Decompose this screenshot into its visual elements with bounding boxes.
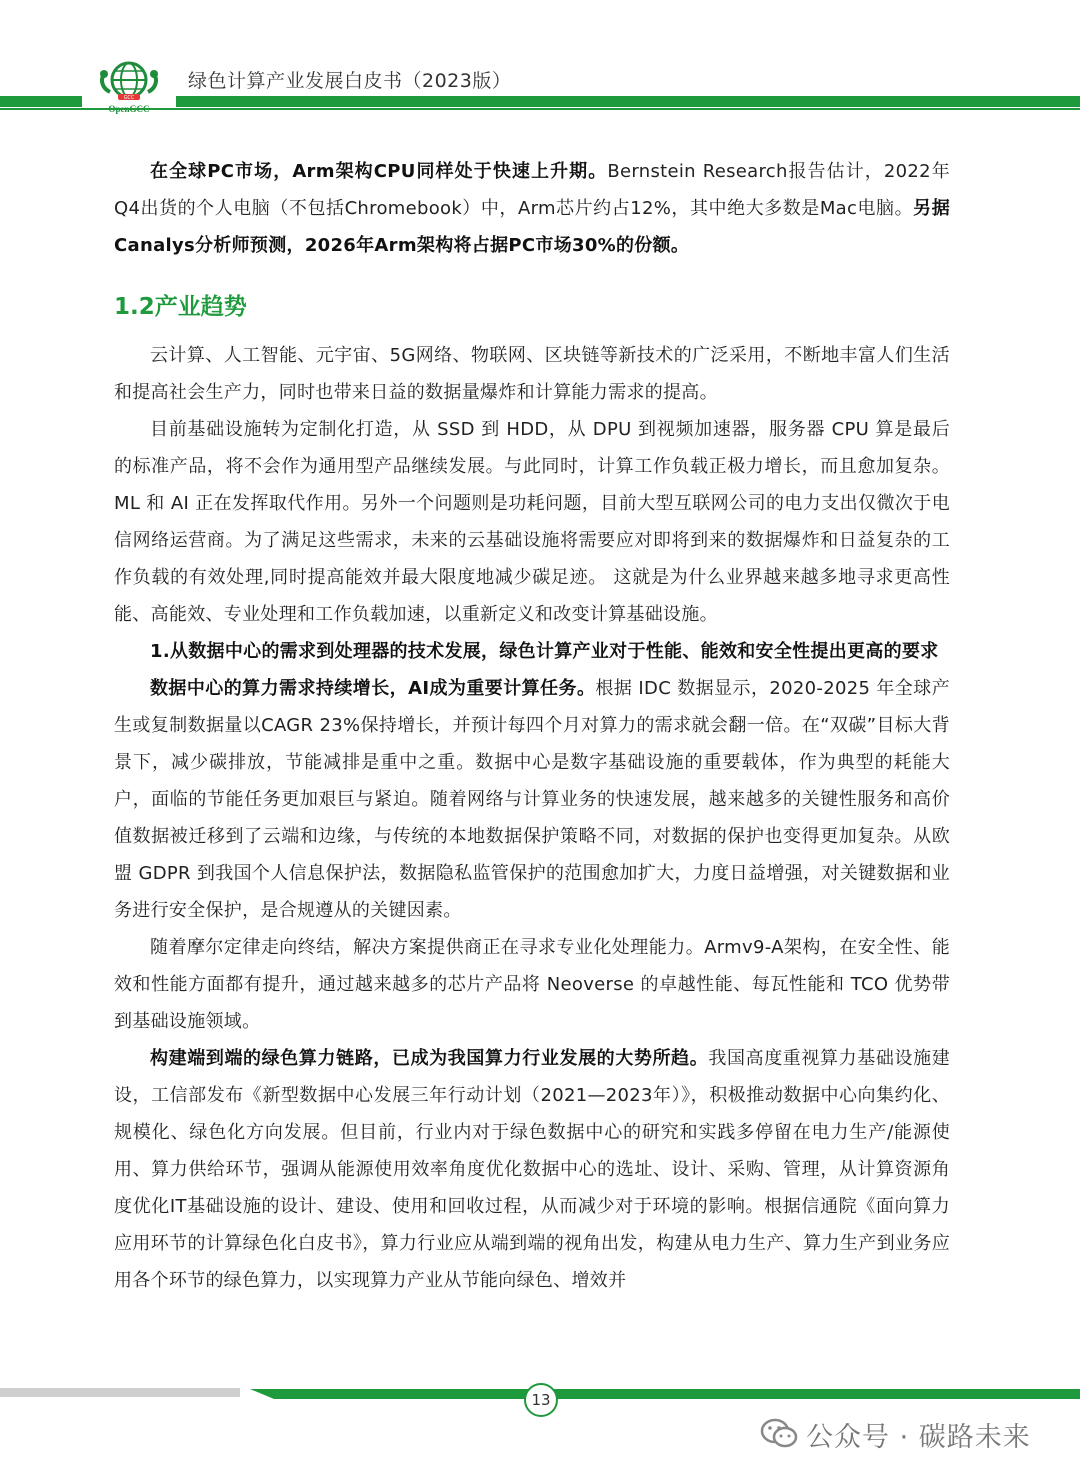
bold-trailing: 另据Canalys分析师预测，2026年Arm架构将占据PC市场30%的份额。 xyxy=(114,198,950,256)
document-header-title: 绿色计算产业发展白皮书（2023版） xyxy=(188,70,512,92)
wechat-watermark xyxy=(760,1414,1031,1454)
footer-band-notch xyxy=(250,1389,274,1399)
header-divider xyxy=(0,108,1080,110)
paragraph-moores-law: 随着摩尔定律走向终结，解决方案提供商正在寻求专业化处理能力。Armv9-A架构，在安全性、能效和性能方面都有提升，通过越来越多的芯片产品将 Neoverse 的卓越性能、每瓦性能和 TCO 优势带到基础设施领域。 xyxy=(114,937,950,1032)
paragraph-infrastructure: 目前基础设施转为定制化打造，从 SSD 到 HDD，从 DPU 到视频加速器，服务器 CPU 算是最后的标准产品，将不会作为通用型产品继续发展。与此同时，计算工作负载正极力增长，而且愈加复杂。ML 和 AI 正在发挥取代作用。另外一个问题则是功耗问题，目前大型互联网公司的电力支出仅微次于电信网络运营商。为了满足这些需求，未来的云基础设施将需要应对即将到来的数据爆炸和日益复杂的工作负载的有效处理,同时提高能效并最大限度地减少碳足迹。 这就是为什么业界越来越多地寻求更高性能、高能效、专业处理和工作负载加速，以重新定义和改变计算基础设施。 xyxy=(114,419,950,625)
paragraph-text: Bernstein Research报告估计，2022年Q4出货的个人电脑（不包括Chromebook）中，Arm芯片约占12%，其中绝大多数是Mac电脑。 xyxy=(114,161,950,219)
bold-lead: 在全球PC市场，Arm架构CPU同样处于快速上升期。 xyxy=(150,161,608,182)
subsection-heading xyxy=(114,633,950,670)
paragraph-text: 我国高度重视算力基础设施建设，工信部发布《新型数据中心发展三年行动计划（2021—2023年）》，积极推动数据中心向集约化、规模化、绿色化方向发展。但目前，行业内对于绿色数据中心的研究和实践多停留在电力生产/能源使用、算力供给环节，强调从能源使用效率角度优化数据中心的选址、设计、采购、管理，从计算资源角度优化IT基础设施的设计、建设、使用和回收过程，从而减少对于环境的影响。根据信通院《面向算力应用环节的计算绿色化白皮书》，算力行业应从端到端的视角出发，构建从电力生产、算力生产到业务应用各个环节的绿色算力，以实现算力产业从节能向绿色、增效并 xyxy=(114,1048,950,1291)
bold-lead: 数据中心的算力需求持续增长，AI成为重要计算任务。 xyxy=(150,678,596,699)
svg-text:GCC: GCC xyxy=(123,95,135,101)
page-number: 13 xyxy=(524,1383,558,1417)
header-band-left xyxy=(0,96,82,107)
footer-grey-band xyxy=(0,1388,240,1397)
section-title: 1.2产业趋势 xyxy=(114,294,247,320)
watermark-text: 公众号 · 碳路未来 xyxy=(806,1421,1031,1453)
header-band-right xyxy=(176,96,1080,107)
paragraph-new-tech: 云计算、人工智能、元宇宙、5G网络、物联网、区块链等新技术的广泛采用，不断地丰富人们生活和提高社会生产力，同时也带来日益的数据量爆炸和计算能力需求的提高。 xyxy=(114,345,950,403)
footer-green-band xyxy=(250,1389,1080,1399)
paragraph-text: 根据 IDC 数据显示，2020-2025 年全球产生或复制数据量以CAGR 23%保持增长，并预计每四个月对算力的需求就会翻一倍。在“双碳”目标大背景下，减少碳排放，节能减排是重中之重。数据中心是数字基础设施的重要载体，作为典型的耗能大户，面临的节能任务更加艰巨与紧迫。随着网络与计算业务的快速发展，越来越多的关键性服务和高价值数据被迁移到了云端和边缘，与传统的本地数据保护策略不同，对数据的保护也变得更加复杂。从欧盟 GDPR 到我国个人信息保护法，数据隐私监管保护的范围愈加扩大，力度日益增强，对关键数据和业务进行安全保护，是合规遵从的关键因素。 xyxy=(114,678,950,921)
page-body xyxy=(114,153,950,1299)
paragraph-pc-market xyxy=(114,153,950,264)
paragraph-datacenter-demand xyxy=(114,670,950,929)
paragraph-green-compute-chain xyxy=(114,1040,950,1299)
bold-lead: 构建端到端的绿色算力链路，已成为我国算力行业发展的大势所趋。 xyxy=(150,1048,709,1069)
subsection-heading-text: 1.从数据中心的需求到处理器的技术发展，绿色计算产业对于性能、能效和安全性提出更高的要求 xyxy=(150,641,939,662)
wechat-icon xyxy=(760,1418,798,1450)
